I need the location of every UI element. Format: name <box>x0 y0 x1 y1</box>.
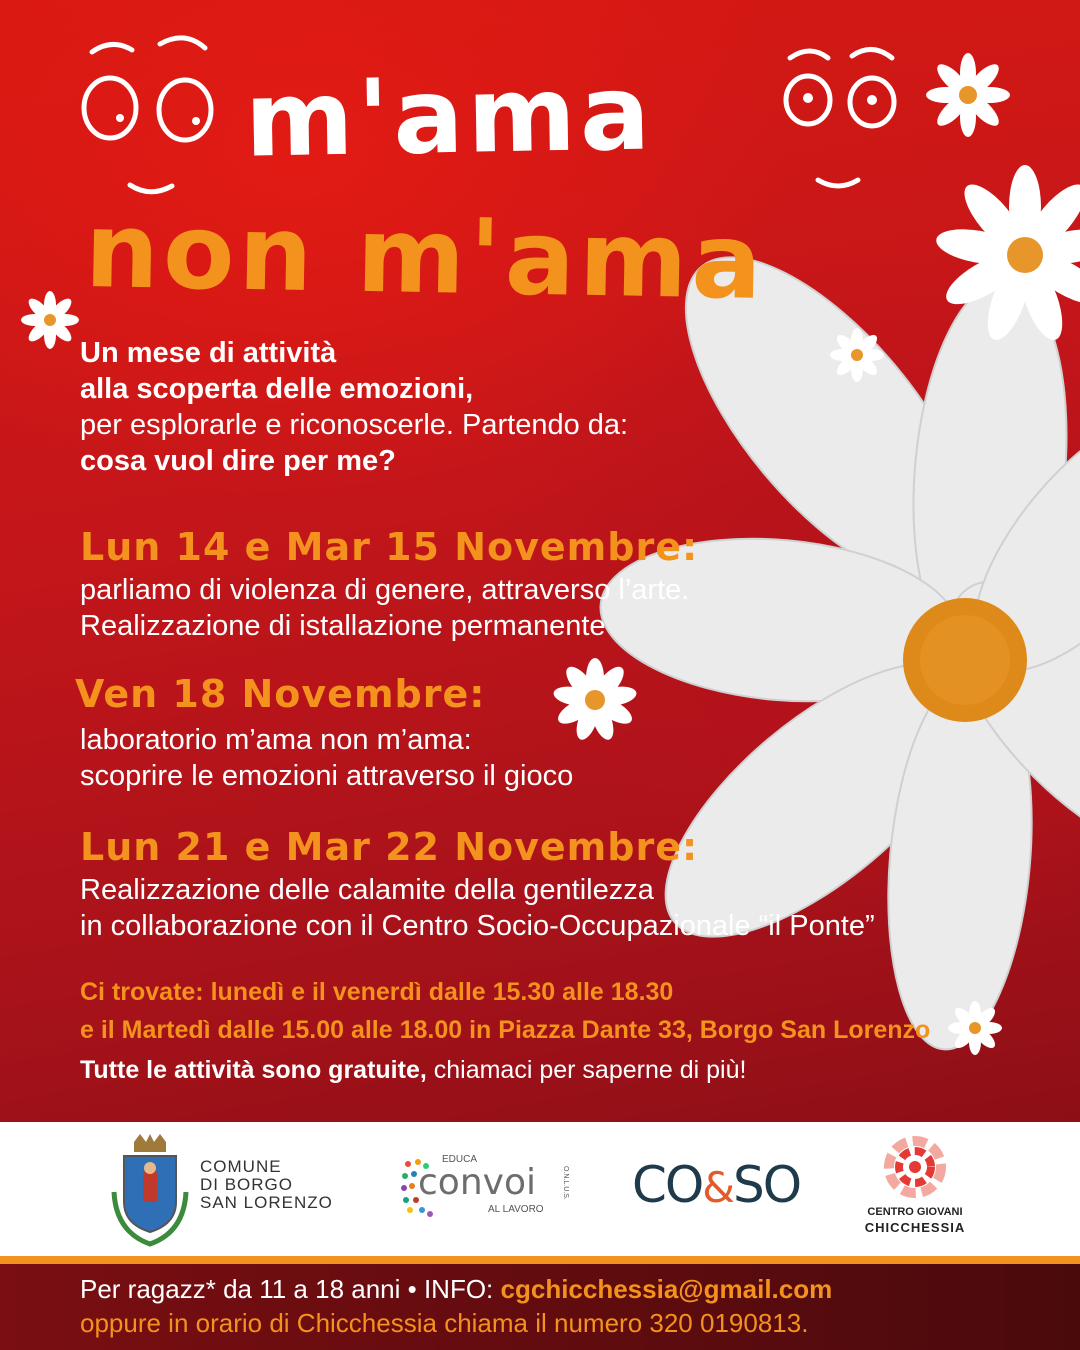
footer-stripe <box>0 1256 1080 1264</box>
convoi-logo <box>400 1154 580 1224</box>
footer-line-2: oppure in orario di Chicchessia chiama il numero 320 0190813. <box>80 1308 809 1338</box>
title-line-1: m'ama <box>243 51 655 181</box>
info-call-text: chiamaci per saperne di più! <box>426 1056 747 1084</box>
coso-logo <box>632 1156 800 1214</box>
daisy-icon-small-1 <box>926 53 1010 137</box>
comune-logo-text <box>200 1158 333 1212</box>
event-heading-1: Lun 14 e Mar 15 Novembre: <box>80 525 699 569</box>
event-2-line-1: laboratorio m’ama non m’ama: <box>80 724 472 756</box>
comune-crest-icon <box>110 1132 190 1250</box>
title-line-2: non m'ama <box>83 189 767 323</box>
chicchessia-logo-icon <box>882 1134 948 1200</box>
event-text-2 <box>80 722 573 794</box>
event-text-1 <box>80 572 689 644</box>
coso-amp: & <box>702 1163 734 1212</box>
logo-band <box>0 1122 1080 1256</box>
intro-line-4: cosa vuol dire per me? <box>80 445 396 477</box>
footer-line-1 <box>80 1274 832 1305</box>
info-free-bold: Tutte le attività sono gratuite, <box>80 1056 427 1084</box>
intro-line-2: alla scoperta delle emozioni, <box>80 373 474 405</box>
coso-right: SO <box>733 1156 801 1214</box>
daisy-icon-small-5 <box>948 1001 1002 1055</box>
convoi-top-text: EDUCA <box>442 1154 478 1165</box>
footer-prefix: Per ragazz* da 11 a 18 anni • INFO: <box>80 1274 501 1304</box>
event-2-line-2: scoprire le emozioni attraverso il gioco <box>80 760 574 792</box>
event-heading-2: Ven 18 Novembre: <box>75 672 486 716</box>
info-line-2: e il Martedì dalle 15.00 alle 18.00 in Piazza Dante 33, Borgo San Lorenzo <box>80 1016 931 1044</box>
intro-line-3: per esplorarle e riconoscerle. Partendo da: <box>80 409 629 441</box>
face-right-icon <box>786 49 894 186</box>
comune-line-1: COMUNE <box>200 1157 282 1176</box>
event-heading-3: Lun 21 e Mar 22 Novembre: <box>80 825 699 869</box>
event-1-line-2: Realizzazione di istallazione permanente <box>80 610 606 642</box>
event-3-line-1: Realizzazione delle calamite della gentilezza <box>80 874 654 906</box>
footer-email-link[interactable]: cgchicchessia@gmail.com <box>500 1274 833 1304</box>
convoi-side-text: O.N.L.U.S. <box>562 1166 569 1200</box>
face-left-icon <box>84 38 211 192</box>
convoi-main-text: convoi <box>418 1162 536 1203</box>
info-line-1: Ci trovate: lunedì e il venerdì dalle 15.30 alle 18.30 <box>80 978 674 1006</box>
event-3-line-2: in collaborazione con il Centro Socio-Occupazionale “il Ponte” <box>80 910 875 942</box>
convoi-bottom-text: AL LAVORO <box>488 1204 544 1215</box>
chicchessia-line-2: CHICCHESSIA <box>864 1220 966 1235</box>
intro-block <box>80 335 628 479</box>
coso-left: CO <box>632 1156 703 1214</box>
intro-line-1: Un mese di attività <box>80 337 337 369</box>
daisy-icon-small-3 <box>830 328 884 382</box>
comune-line-2: DI BORGO <box>200 1175 294 1194</box>
chicchessia-line-1: CENTRO GIOVANI <box>867 1206 963 1218</box>
comune-line-3: SAN LORENZO <box>200 1193 333 1212</box>
event-text-3 <box>80 872 875 944</box>
event-1-line-1: parliamo di violenza di genere, attraverso l’arte. <box>80 574 690 606</box>
info-line-3 <box>80 1050 746 1090</box>
daisy-icon-small-2 <box>21 291 79 349</box>
